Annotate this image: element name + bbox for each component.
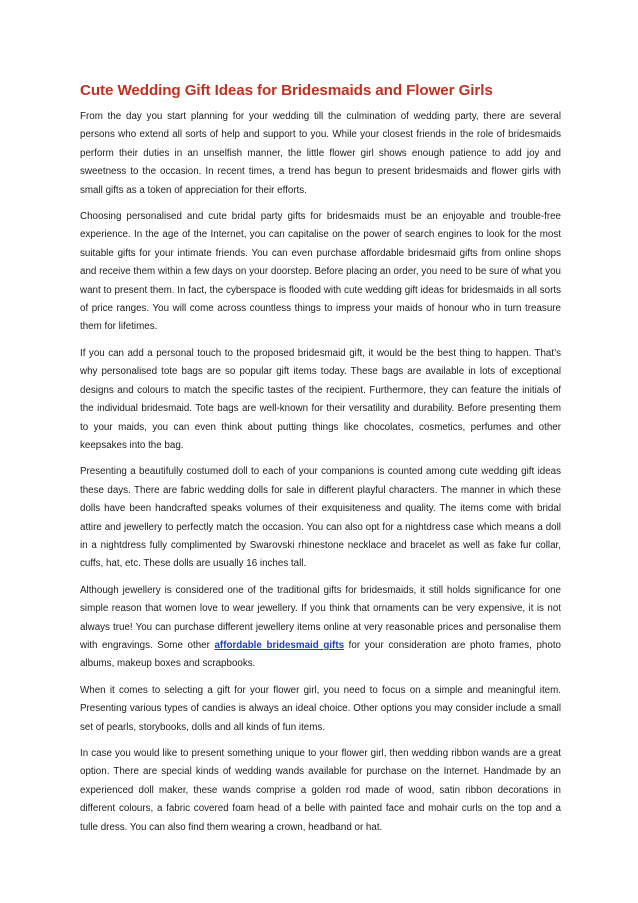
paragraph-ribbon-wands: In case you would like to present something unique to your flower girl, then wedding ribbon wands are a great option. There are special kinds of wedding wands available for purchase on the Internet. Handmade by an experienced doll maker, these wands comprise a golden rod made of wood, satin ribbon decorations in different colours, a fabric covered foam head of a belle with painted face and mohair curls on the top and a tulle dress. You can also find them wearing a crown, headband or hat. [80, 748, 561, 833]
document-body [80, 80, 561, 845]
paragraph-choosing-gifts: Choosing personalised and cute bridal party gifts for bridesmaids must be an enjoyable and trouble-free experience. In the age of the Internet, you can capitalise on the power of search engines to look for the most suitable gifts for your intimate friends. You can even purchase affordable bridesmaid gifts from online shops and receive them within a few days on your doorstep. Before placing an order, you need to be sure of what you want to present them. In fact, the cyberspace is flooded with cute wedding gift ideas for bridesmaids in all sorts of price ranges. You will come across countless things to impress your maids of honour who in turn treasure them for lifetimes. [80, 211, 561, 333]
paragraph-tote-bags: If you can add a personal touch to the proposed bridesmaid gift, it would be the best thing to happen. That’s why personalised tote bags are so popular gift items today. These bags are available in lots of exceptional designs and colours to match the specific tastes of the recipient. Furthermore, they can feature the initials of the individual bridesmaid. Tote bags are well-known for their versatility and durability. Before presenting them to your maids, you can even think about putting things like chocolates, cosmetics, perfumes and other keepsakes into the bag. [80, 347, 561, 451]
paragraph-intro: From the day you start planning for your wedding till the culmination of wedding party, there are several persons who extend all sorts of help and support to you. While your closest friends in the role of bridesmaids perform their duties in an unselfish manner, the little flower girl shows enough patience to add joy and sweetness to the occasion. In recent times, a trend has begun to present bridesmaids and flower girls with small gifts as a token of appreciation for their efforts. [80, 111, 561, 196]
paragraph-jewellery [80, 582, 561, 674]
paragraph-jewellery-text-after: for your consideration are photo frames, photo albums, makeup boxes and scrapbooks. [80, 639, 561, 670]
paragraph-flower-girl: When it comes to selecting a gift for your flower girl, you need to focus on a simple and meaningful item. Presenting various types of candies is always an ideal choice. Other options you may consider include a small set of pearls, storybooks, dolls and all kinds of fun items. [80, 684, 561, 733]
affordable-bridesmaid-gifts-link[interactable]: affordable bridesmaid gifts [214, 639, 345, 651]
document-title: Cute Wedding Gift Ideas for Bridesmaids and Flower Girls [80, 82, 493, 99]
paragraph-dolls: Presenting a beautifully costumed doll to each of your companions is counted among cute wedding gift ideas these days. There are fabric wedding dolls for sale in different playful characters. The manner in which these dolls have been handcrafted speaks volumes of their exquisiteness and quality. The items come with bridal attire and jewellery to perfectly match the occasion. You can also opt for a nightdress case which means a doll in a nightdress fully complimented by Swarovski rhinestone necklace and bracelet as well as fake fur collar, cuffs, hat, etc. These dolls are usually 16 inches tall. [80, 466, 561, 570]
paragraph-jewellery-text-before: Although jewellery is considered one of the traditional gifts for bridesmaids, it still holds significance for one simple reason that women love to wear jewellery. If you think that ornaments can be very expensive, it is not always true! You can purchase different jewellery items online at very reasonable prices and personalise them with engravings. Some other [80, 584, 561, 651]
